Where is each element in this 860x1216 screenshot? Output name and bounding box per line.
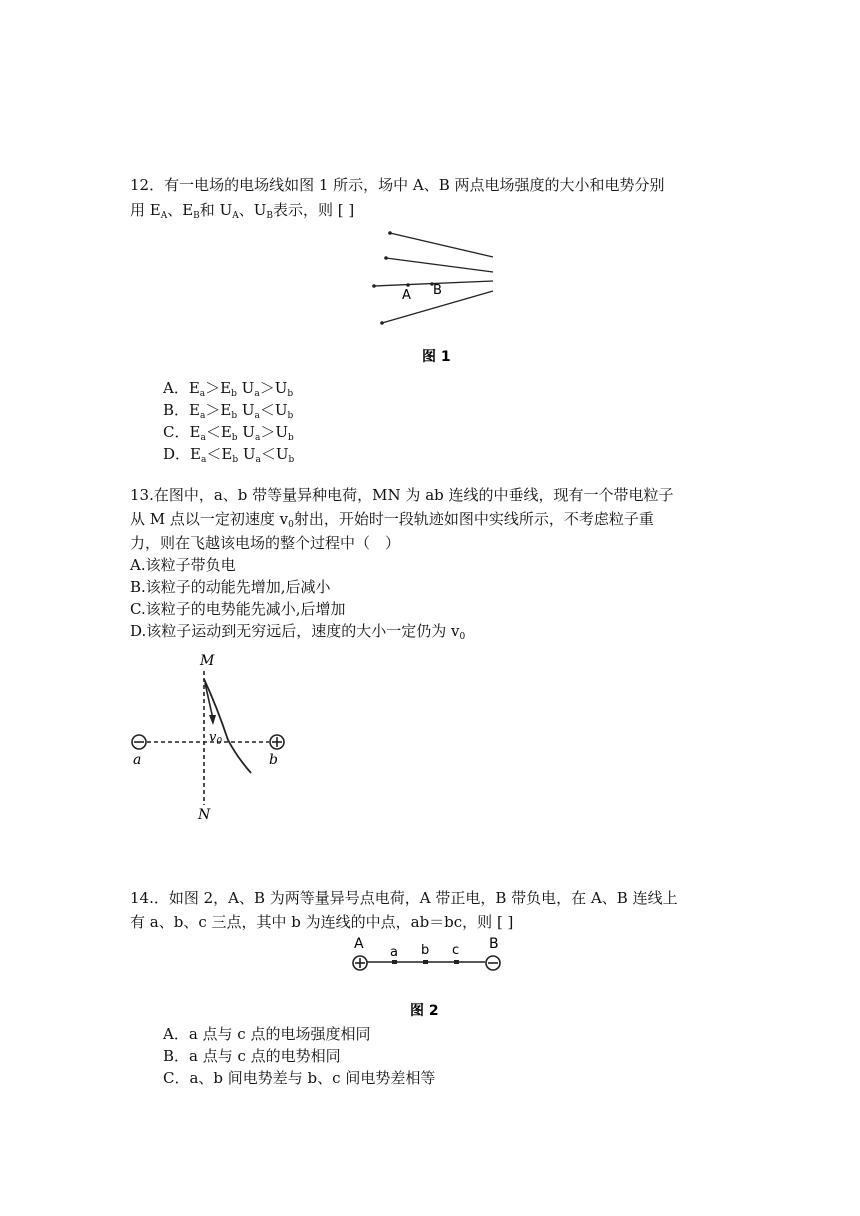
label-B: B [489,936,499,952]
q12-option-a: A．$E_a>E_b$ $U_a>U_b$ [163,379,294,399]
point-a [392,960,397,964]
label-M: M [200,653,215,669]
label-v0: $v_0$ [209,730,223,747]
figure-1 [360,225,500,365]
point-c [454,960,459,964]
positive-charge-A [353,956,367,970]
label-c: c [452,943,460,958]
q13-option-d: D.该粒子运动到无穷远后，速度的大小一定仍为 $v_0$ [130,622,466,642]
label-A: A [354,936,364,952]
trajectory [204,679,251,773]
negative-charge-a [132,735,146,749]
positive-charge-b [270,735,284,749]
q13-line3: 力，则在飞越该电场的整个过程中（ ） [130,534,401,552]
q12-line2: 用 $E_A$、$E_B$和 $U_A$、$U_B$表示，则 [ ] [130,201,355,221]
q13-line1: 13.在图中，a、b 带等量异种电荷，MN 为 ab 连线的中垂线，现有一个带电粒子 [130,486,674,504]
label-A: A [402,288,411,303]
figure-13 [125,645,305,825]
q13-line2: 从 M 点以一定初速度 $v_0$射出，开始时一段轨迹如图中实线所示，不考虑粒子重 [130,510,654,530]
label-b: b [421,943,430,958]
q12-option-c: C．$E_a<E_b$ $U_a>U_b$ [163,423,294,443]
q12-line1: 12．有一电场的电场线如图 1 所示，场中 A、B 两点电场强度的大小和电势分别 [130,176,665,194]
q14-line2: 有 a、b、c 三点，其中 b 为连线的中点，ab＝bc，则 [ ] [130,913,514,931]
label-N: N [198,807,211,823]
label-a: a [390,945,398,960]
field-line-2 [386,258,493,272]
q14-line1: 14.．如图 2，A、B 为两等量异号点电荷，A 带正电，B 带负电，在 A、B 连线上 [130,889,678,907]
label-a: a [133,752,142,768]
point-b [423,960,428,964]
figure-2 [345,934,515,1024]
figure-1-caption: 图 1 [422,349,451,365]
q12-option-b: B．$E_a>E_b$ $U_a<U_b$ [163,401,294,421]
point-A [406,283,410,287]
label-b: b [269,752,278,768]
q14-option-a: A．a 点与 c 点的电场强度相同 [163,1025,371,1043]
q14-option-b: B．a 点与 c 点的电势相同 [163,1047,341,1065]
q12-option-d: D．$E_a<E_b$ $U_a<U_b$ [163,445,295,465]
q14-option-c: C．a、b 间电势差与 b、c 间电势差相等 [163,1069,436,1087]
label-B: B [433,283,442,298]
figure-2-caption: 图 2 [410,1003,439,1019]
q13-option-b: B.该粒子的动能先增加,后减小 [130,578,331,596]
field-line-1 [390,233,493,257]
negative-charge-B [486,956,500,970]
q13-option-a: A.该粒子带负电 [130,556,236,574]
q13-option-c: C.该粒子的电势能先减小,后增加 [130,600,346,618]
